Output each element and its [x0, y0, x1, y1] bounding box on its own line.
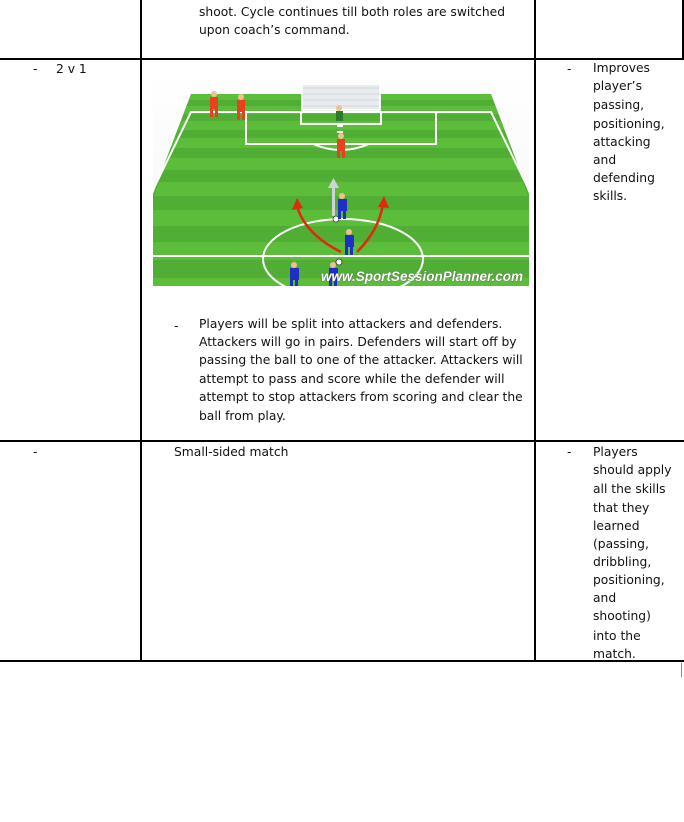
diagram-watermark: www.SportSessionPlanner.com	[320, 269, 523, 284]
table-border-mid-top	[534, 0, 536, 58]
table-border-left-top	[140, 0, 142, 58]
pitch-grass	[153, 94, 529, 286]
row2-desc-dash: -	[174, 319, 179, 333]
row2-objective-dash: -	[567, 62, 572, 76]
text-cursor	[681, 663, 682, 677]
row2-desc-line-4: attempt to pass and score while the defender will	[199, 372, 505, 386]
row3-objective-line: learned	[593, 519, 640, 533]
col-divider-2	[534, 58, 536, 662]
row3-name-dash: -	[33, 445, 38, 459]
drill-diagram	[153, 74, 529, 286]
row-divider-2	[0, 440, 684, 442]
row3-objective-line: all the skills	[593, 482, 666, 496]
row1-activity-line-1: shoot. Cycle continues till both roles are switched	[199, 5, 506, 19]
row3-objective-line: and	[593, 591, 617, 605]
row2-objective-line: positioning,	[593, 117, 665, 131]
row3-objective-line: match.	[593, 647, 636, 661]
row2-objective-line: skills.	[593, 189, 628, 203]
row3-objective-line: Players	[593, 445, 638, 459]
ball	[336, 259, 342, 265]
row3-objective-line: into the	[593, 629, 641, 643]
row2-desc-line-6: ball from play.	[199, 409, 286, 423]
row2-desc-line-3: passing the ball to one of the attacker. Attackers will	[199, 353, 523, 367]
row3-objective-line: dribbling,	[593, 555, 652, 569]
row3-objective-line: positioning,	[593, 573, 665, 587]
row2-objective-line: attacking	[593, 135, 651, 149]
row3-objective-line: that they	[593, 501, 650, 515]
row2-desc-line-5: attempt to stop attackers from scoring and clear the	[199, 390, 523, 404]
row3-objective-dash: -	[567, 445, 572, 459]
col-divider-1	[140, 58, 142, 662]
table-bottom-border	[0, 660, 684, 662]
row-divider-1	[0, 58, 684, 60]
row1-activity-line-2: upon coach’s command.	[199, 23, 350, 37]
row2-desc-line-1: Players will be split into attackers and defenders.	[199, 317, 503, 331]
row3-objective-line: shooting)	[593, 609, 651, 623]
row2-objective-line: passing,	[593, 98, 645, 112]
row2-objective-line: player’s	[593, 79, 642, 93]
row2-objective-line: Improves	[593, 61, 650, 75]
row2-objective-line: and	[593, 153, 617, 167]
row2-name-dash: -	[33, 62, 38, 76]
row3-objective-line: (passing,	[593, 537, 649, 551]
row2-objective-line: defending	[593, 171, 655, 185]
row2-activity-name: 2 v 1	[56, 62, 87, 76]
row2-desc-line-2: Attackers will go in pairs. Defenders will start off by	[199, 335, 517, 349]
row3-objective-line: should apply	[593, 463, 672, 477]
row3-activity: Small-sided match	[174, 445, 289, 459]
